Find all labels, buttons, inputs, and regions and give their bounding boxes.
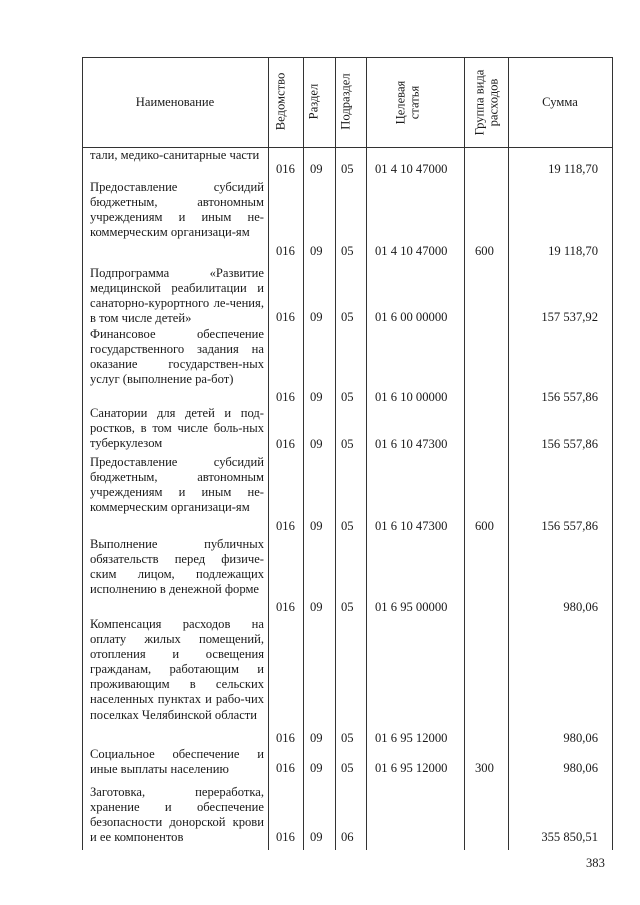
row-podrazdel: 05 xyxy=(341,162,354,176)
header-razdel: Раздел xyxy=(306,83,321,120)
row-razdel: 09 xyxy=(310,162,323,176)
row-summa: 156 557,86 xyxy=(541,390,598,404)
header-podrazdel: Подраздел xyxy=(338,73,353,130)
row-vedomstvo: 016 xyxy=(276,437,295,451)
row-name: Предоставление субсидий бюджетным, автономным учреждениям и иным не-коммерческим организаци-ям xyxy=(90,455,264,515)
row-statya: 01 6 10 47300 xyxy=(375,437,448,451)
header-tselevaya-2: статья xyxy=(407,85,422,120)
row-summa: 156 557,86 xyxy=(541,437,598,451)
row-razdel: 09 xyxy=(310,437,323,451)
row-statya: 01 6 10 47300 xyxy=(375,519,448,533)
header-vedomstvo: Ведомство xyxy=(273,72,288,131)
row-summa: 157 537,92 xyxy=(541,310,598,324)
row-summa: 980,06 xyxy=(563,600,598,614)
row-summa: 19 118,70 xyxy=(548,244,598,258)
row-gruppa: 600 xyxy=(475,519,494,533)
row-gruppa: 600 xyxy=(475,244,494,258)
row-razdel: 09 xyxy=(310,310,323,324)
row-razdel: 09 xyxy=(310,390,323,404)
page-number: 383 xyxy=(586,856,605,870)
header-tselevaya-1: Целевая xyxy=(393,80,408,125)
row-razdel: 09 xyxy=(310,830,323,844)
col-border-podrazdel xyxy=(366,57,367,850)
row-name: Предоставление субсидий бюджетным, автономным учреждениям и иным не-коммерческим организаци-ям xyxy=(90,180,264,240)
header-gruppa-1: Группа вида xyxy=(472,69,487,136)
row-summa: 355 850,51 xyxy=(541,830,598,844)
row-vedomstvo: 016 xyxy=(276,731,295,745)
row-name: Социальное обеспечение и иные выплаты населению xyxy=(90,747,264,777)
row-statya: 01 6 00 00000 xyxy=(375,310,448,324)
row-summa: 156 557,86 xyxy=(541,519,598,533)
col-border-razdel xyxy=(335,57,336,850)
col-border-gruppa xyxy=(508,57,509,850)
row-statya: 01 4 10 47000 xyxy=(375,162,448,176)
row-statya: 01 4 10 47000 xyxy=(375,244,448,258)
row-name: Подпрограмма «Развитие медицинской реабилитации и санаторно-курортного ле-чения, в том числе детей» xyxy=(90,266,264,326)
col-border-name xyxy=(268,57,269,850)
row-summa: 19 118,70 xyxy=(548,162,598,176)
row-statya: 01 6 95 12000 xyxy=(375,761,448,775)
row-podrazdel: 05 xyxy=(341,437,354,451)
row-name: Заготовка, переработка, хранение и обеспечение безопасности донорской крови и ее компонентов xyxy=(90,785,264,845)
col-border-statya xyxy=(464,57,465,850)
col-border-ved xyxy=(303,57,304,850)
row-statya: 01 6 10 00000 xyxy=(375,390,448,404)
row-podrazdel: 05 xyxy=(341,761,354,775)
row-name: тали, медико-санитарные части xyxy=(90,148,260,162)
row-razdel: 09 xyxy=(310,731,323,745)
header-summa: Сумма xyxy=(542,95,578,109)
row-podrazdel: 05 xyxy=(341,310,354,324)
row-vedomstvo: 016 xyxy=(276,162,295,176)
row-podrazdel: 05 xyxy=(341,390,354,404)
row-vedomstvo: 016 xyxy=(276,519,295,533)
row-vedomstvo: 016 xyxy=(276,761,295,775)
row-razdel: 09 xyxy=(310,244,323,258)
row-razdel: 09 xyxy=(310,600,323,614)
col-border-left xyxy=(82,57,83,850)
row-podrazdel: 05 xyxy=(341,244,354,258)
row-podrazdel: 05 xyxy=(341,731,354,745)
row-podrazdel: 06 xyxy=(341,830,354,844)
row-podrazdel: 05 xyxy=(341,519,354,533)
row-vedomstvo: 016 xyxy=(276,310,295,324)
header-gruppa-2: расходов xyxy=(486,78,501,127)
row-name: Выполнение публичных обязательств перед физиче-ским лицом, подлежащих исполнению в денежной форме xyxy=(90,537,264,597)
row-vedomstvo: 016 xyxy=(276,600,295,614)
row-name: Финансовое обеспечение государственного задания на оказание государствен-ных услуг (выполнение ра-бот) xyxy=(90,327,264,387)
row-statya: 01 6 95 12000 xyxy=(375,731,448,745)
row-name: Санатории для детей и под-ростков, в том числе боль-ных туберкулезом xyxy=(90,406,264,451)
row-vedomstvo: 016 xyxy=(276,244,295,258)
row-name: Компенсация расходов на оплату жилых помещений, отопления и освещения гражданам, работающим и проживающим в сельских населенных пунктах и рабо-чих поселках Челябинской области xyxy=(90,617,264,722)
row-vedomstvo: 016 xyxy=(276,830,295,844)
row-summa: 980,06 xyxy=(563,761,598,775)
row-summa: 980,06 xyxy=(563,731,598,745)
row-gruppa: 300 xyxy=(475,761,494,775)
row-vedomstvo: 016 xyxy=(276,390,295,404)
row-razdel: 09 xyxy=(310,519,323,533)
row-statya: 01 6 95 00000 xyxy=(375,600,448,614)
header-name: Наименование xyxy=(135,95,215,109)
row-razdel: 09 xyxy=(310,761,323,775)
row-podrazdel: 05 xyxy=(341,600,354,614)
col-border-right xyxy=(612,57,613,850)
